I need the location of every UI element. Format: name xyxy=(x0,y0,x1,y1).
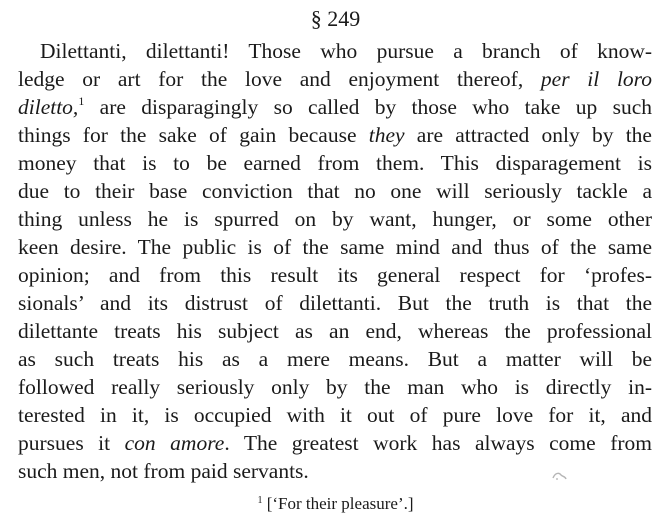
footnote xyxy=(0,493,671,515)
scan-smudge xyxy=(551,470,567,482)
footnote-ref: 1 xyxy=(78,94,85,108)
paragraph-line: keen desire. The public is of the same mind and thus of the same xyxy=(18,235,652,259)
paragraph-line: thing unless he is spurred on by want, hunger, or some other xyxy=(18,207,652,231)
paragraph-line: opinion; and from this result its general respect for ‘profes- xyxy=(18,263,652,287)
footnote-marker: 1 xyxy=(257,495,263,506)
paragraph-line: as such treats his as a mere means. But a matter will be xyxy=(18,347,652,371)
paragraph-line: due to their base conviction that no one will seriously tackle a xyxy=(18,179,652,203)
italic-phrase: diletto, xyxy=(18,95,79,119)
paragraph-line: ledge or art for the love and enjoyment thereof, per il loro xyxy=(18,67,652,91)
paragraph-line: Dilettanti, dilettanti! Those who pursue a branch of know- xyxy=(40,39,652,63)
italic-phrase: per il loro xyxy=(540,67,652,91)
italic-phrase: con amore xyxy=(124,431,225,455)
paragraph-line: such men, not from paid servants. xyxy=(18,459,309,483)
paragraph-line: pursues it con amore. The greatest work has always come from xyxy=(18,431,652,455)
paragraph-line: money that is to be earned from them. This disparagement is xyxy=(18,151,652,175)
paragraph-line: diletto,$^1$ are disparagingly so called by those who take up such xyxy=(18,94,652,119)
paragraph-line: dilettante treats his subject as an end, whereas the professional xyxy=(18,319,652,343)
footnote-text: [‘For their pleasure’.] xyxy=(266,494,414,513)
paragraph-line: sionals’ and its distrust of dilettanti. But the truth is that the xyxy=(18,291,652,315)
paragraph-line: followed really seriously only by the man who is directly in- xyxy=(18,375,652,399)
paragraph-line: things for the sake of gain because they are attracted only by the xyxy=(18,123,652,147)
section-heading: § 249 xyxy=(310,6,361,31)
italic-phrase: they xyxy=(368,123,405,147)
paragraph-line: terested in it, is occupied with it out of pure love for it, and xyxy=(18,403,652,427)
